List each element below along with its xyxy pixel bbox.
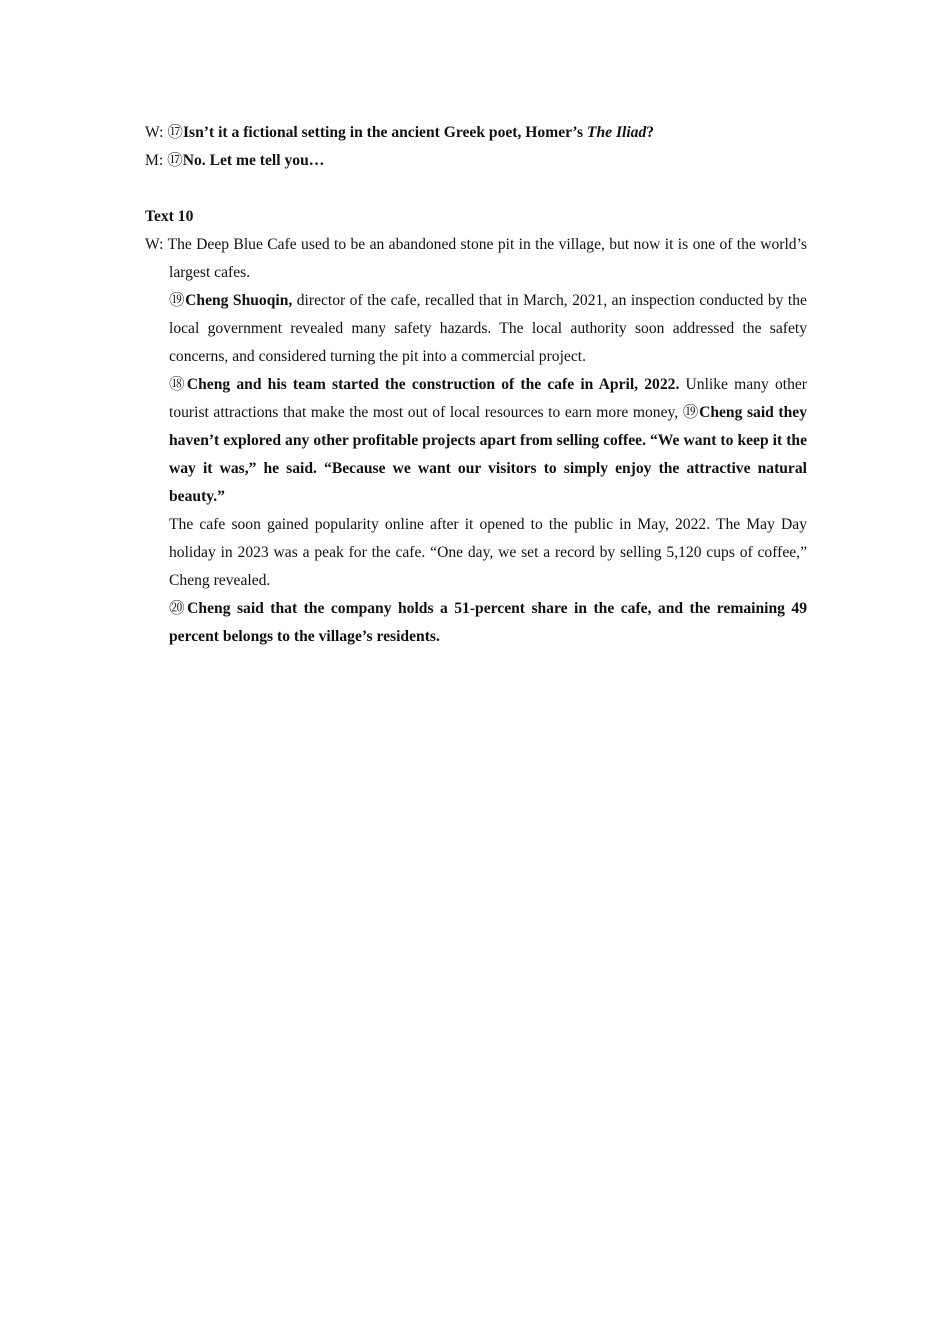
dialogue-line-w bbox=[145, 119, 807, 147]
paragraph-1 bbox=[145, 231, 807, 287]
dialogue-line-m bbox=[145, 147, 807, 175]
paragraph-2 bbox=[145, 287, 807, 371]
book-title: The Iliad bbox=[586, 124, 647, 141]
answer-text: Cheng said they haven’t explored any other profitable projects apart from selling coffee. “We want to keep it the way it was,” he said. “Because we want our visitors to simply enjoy the attractive natural beauty.” bbox=[169, 404, 808, 505]
speaker-label: W: bbox=[145, 124, 168, 141]
paragraph-text: director of the cafe, recalled that in March, 2021, an inspection conducted by the local government revealed many safety hazards. The local authority soon addressed the safety concerns, and considered turning the pit into a commercial project. bbox=[169, 292, 807, 365]
question-marker: ⑲ bbox=[682, 404, 700, 421]
question-mark: ? bbox=[646, 124, 655, 141]
question-marker: ⑲ bbox=[169, 292, 186, 309]
answer-text: No. Let me tell you… bbox=[182, 152, 325, 169]
answer-text: Cheng and his team started the construction of the cafe in April, 2022. bbox=[186, 376, 680, 393]
question-marker: ⑰ bbox=[167, 124, 183, 141]
question-marker: ⑰ bbox=[167, 152, 183, 169]
answer-text: Cheng said that the company holds a 51-percent share in the cafe, and the remaining 49 percent belongs to the village’s residents. bbox=[169, 600, 807, 645]
section-title: Text 10 bbox=[145, 208, 194, 225]
paragraph-5 bbox=[145, 595, 807, 651]
document-page bbox=[145, 119, 807, 651]
paragraph-4: The cafe soon gained popularity online after it opened to the public in May, 2022. The May Day holiday in 2023 was a peak for the cafe. “One day, we set a record by selling 5,120 cups of coffee,” Cheng revealed. bbox=[169, 516, 807, 589]
question-marker: ⑱ bbox=[169, 376, 187, 393]
speaker-label: M: bbox=[145, 152, 168, 169]
speaker-label: W: bbox=[145, 236, 168, 253]
spacer bbox=[145, 175, 807, 203]
answer-text: Isn’t it a fictional setting in the ancient Greek poet, Homer’s bbox=[182, 124, 587, 141]
paragraph-text: Unlike many other tourist attractions that make the most out of local resources to earn more money, bbox=[169, 376, 807, 421]
paragraph-text: The Deep Blue Cafe used to be an abandoned stone pit in the village, but now it is one of the world’s largest cafes. bbox=[167, 236, 807, 281]
answer-text: Cheng Shuoqin, bbox=[185, 292, 293, 309]
paragraph-3 bbox=[145, 371, 807, 511]
question-marker: ⑳ bbox=[169, 600, 188, 617]
